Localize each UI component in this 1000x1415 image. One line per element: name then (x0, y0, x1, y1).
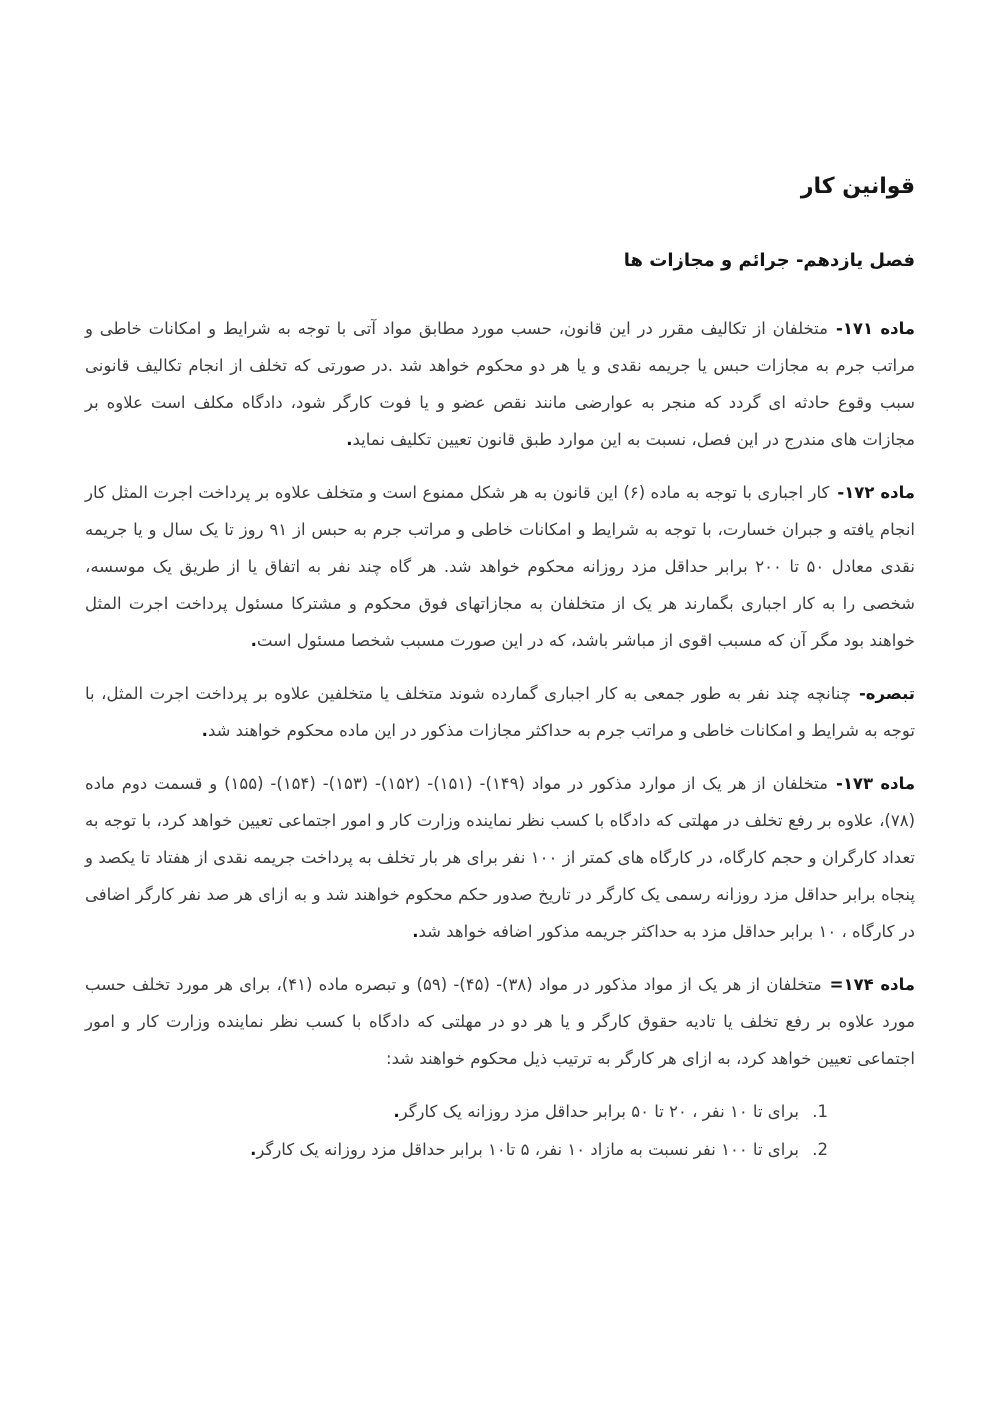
article-173-paragraph (85, 765, 915, 950)
penalty-item-2-text: برای تا ۱۰۰ نفر نسبت به مازاد ۱۰ نفر، ۵ تا۱۰ برابر حداقل مزد روزانه یک کارگر (256, 1140, 799, 1159)
article-174-number-label: ماده ۱۷۴= (829, 975, 916, 994)
article-173-number-label: ماده ۱۷۳- (836, 774, 916, 793)
article-171-number-label: ماده ۱۷۱- (836, 319, 915, 338)
article-171-body-text: متخلفان از تکالیف مقرر در این قانون، حسب مورد مطابق مواد آتی با توجه به شرایط و امکانات خاطی و مراتب جرم به مجازات حبس یا جریمه نقدی و یا هر دو محکوم خواهد شد .در صورتی که تخلف از انجام تکالیف قانونی سبب وقوع حادثه ای گردد که منجر به عوارضی مانند نقص عضو و یا فوت کارگر شود، دادگاه مکلف است علاوه بر مجازات های مندرج در این فصل، نسبت به این موارد طبق قانون تعیین تکلیف نماید (85, 319, 915, 449)
article-172-end-period: . (250, 631, 257, 650)
penalty-item-1-text: برای تا ۱۰ نفر ، ۲۰ تا ۵۰ برابر حداقل مزد روزانه یک کارگر (399, 1102, 799, 1121)
chapter-heading: فصل یازدهم- جرائم و مجازات ها (623, 250, 915, 271)
penalty-item-2-end-period: . (250, 1140, 257, 1159)
article-172-number-label: ماده ۱۷۲- (837, 483, 915, 502)
article-173-end-period: . (412, 922, 419, 941)
note-label: تبصره- (858, 684, 915, 703)
article-171-paragraph (85, 310, 915, 458)
document-title: قوانین کار (800, 174, 915, 199)
penalty-list (85, 1093, 915, 1169)
note-paragraph (85, 675, 915, 749)
note-end-period: . (201, 721, 208, 740)
article-172-paragraph (85, 474, 915, 659)
penalty-item-1-end-period: . (393, 1102, 400, 1121)
article-172-body-text: کار اجباری با توجه به ماده (۶) این قانون به هر شکل ممنوع است و متخلف علاوه بر پرداخت اجرت المثل کار انجام یافته و جبران خسارت، با توجه به شرایط و امکانات خاطی و مراتب جرم به حبس از ۹۱ روز تا یک سال و یا جریمه نقدی معادل ۵۰ تا ۲۰۰ برابر حداقل مزد روزانه محکوم خواهد شد. هر گاه چند نفر به اتفاق یا از طریق یک موسسه، شخصی را به کار اجباری بگمارند هر یک از متخلفان به مجازاتهای فوق محکوم و مشترکا مسئول پرداخت اجرت المثل خواهند بود مگر آن که مسبب اقوی از مباشر باشد، که در این صورت مسبب شخصا مسئول است (85, 483, 915, 650)
article-174-body-text: متخلفان از هر یک از مواد مذکور در مواد (۳۸)- (۴۵)- (۵۹) و تبصره ماده (۴۱)، برای هر مورد تخلف حسب مورد علاوه بر رفع تخلف یا تادیه حقوق کارگر و یا هر دو در مهلتی که دادگاه با کسب نظر نماینده وزارت کار و امور اجتماعی تعیین خواهد کرد، به ازای هر کارگر به ترتیب ذیل محکوم خواهند شد: (85, 975, 915, 1068)
article-173-body-text: متخلفان از هر یک از موارد مذکور در مواد (۱۴۹)- (۱۵۱)- (۱۵۲)- (۱۵۳)- (۱۵۴)- (۱۵۵) و قسمت دوم ماده (۷۸)، علاوه بر رفع تخلف در مهلتی که دادگاه با کسب نظر نماینده وزارت کار و امور اجتماعی تعیین خواهد کرد، با توجه به تعداد کارگران و حجم کارگاه، در کارگاه های کمتر از ۱۰۰ نفر برای هر بار تخلف به پرداخت جریمه نقدی از هفتاد تا یکصد و پنجاه برابر حداقل مزد روزانه رسمی یک کارگر در تاریخ صدور حکم محکوم خواهند شد و به ازای هر صد نفر کارگر اضافی در کارگاه ، ۱۰ برابر حداقل مزد به حداکثر جریمه مذکور اضافه خواهد شد (85, 774, 915, 941)
penalty-list-item-2 (85, 1131, 807, 1169)
note-body-text: چنانچه چند نفر به طور جمعی به کار اجباری گمارده شوند متخلف یا متخلفین علاوه بر پرداخت اجرت المثل، با توجه به شرایط و امکانات خاطی و مراتب جرم به حداکثر مجازات مذکور در این ماده محکوم خواهند شد (85, 684, 915, 740)
article-174-paragraph (85, 966, 915, 1077)
penalty-list-item-1 (85, 1093, 807, 1131)
article-171-end-period: . (346, 430, 353, 449)
